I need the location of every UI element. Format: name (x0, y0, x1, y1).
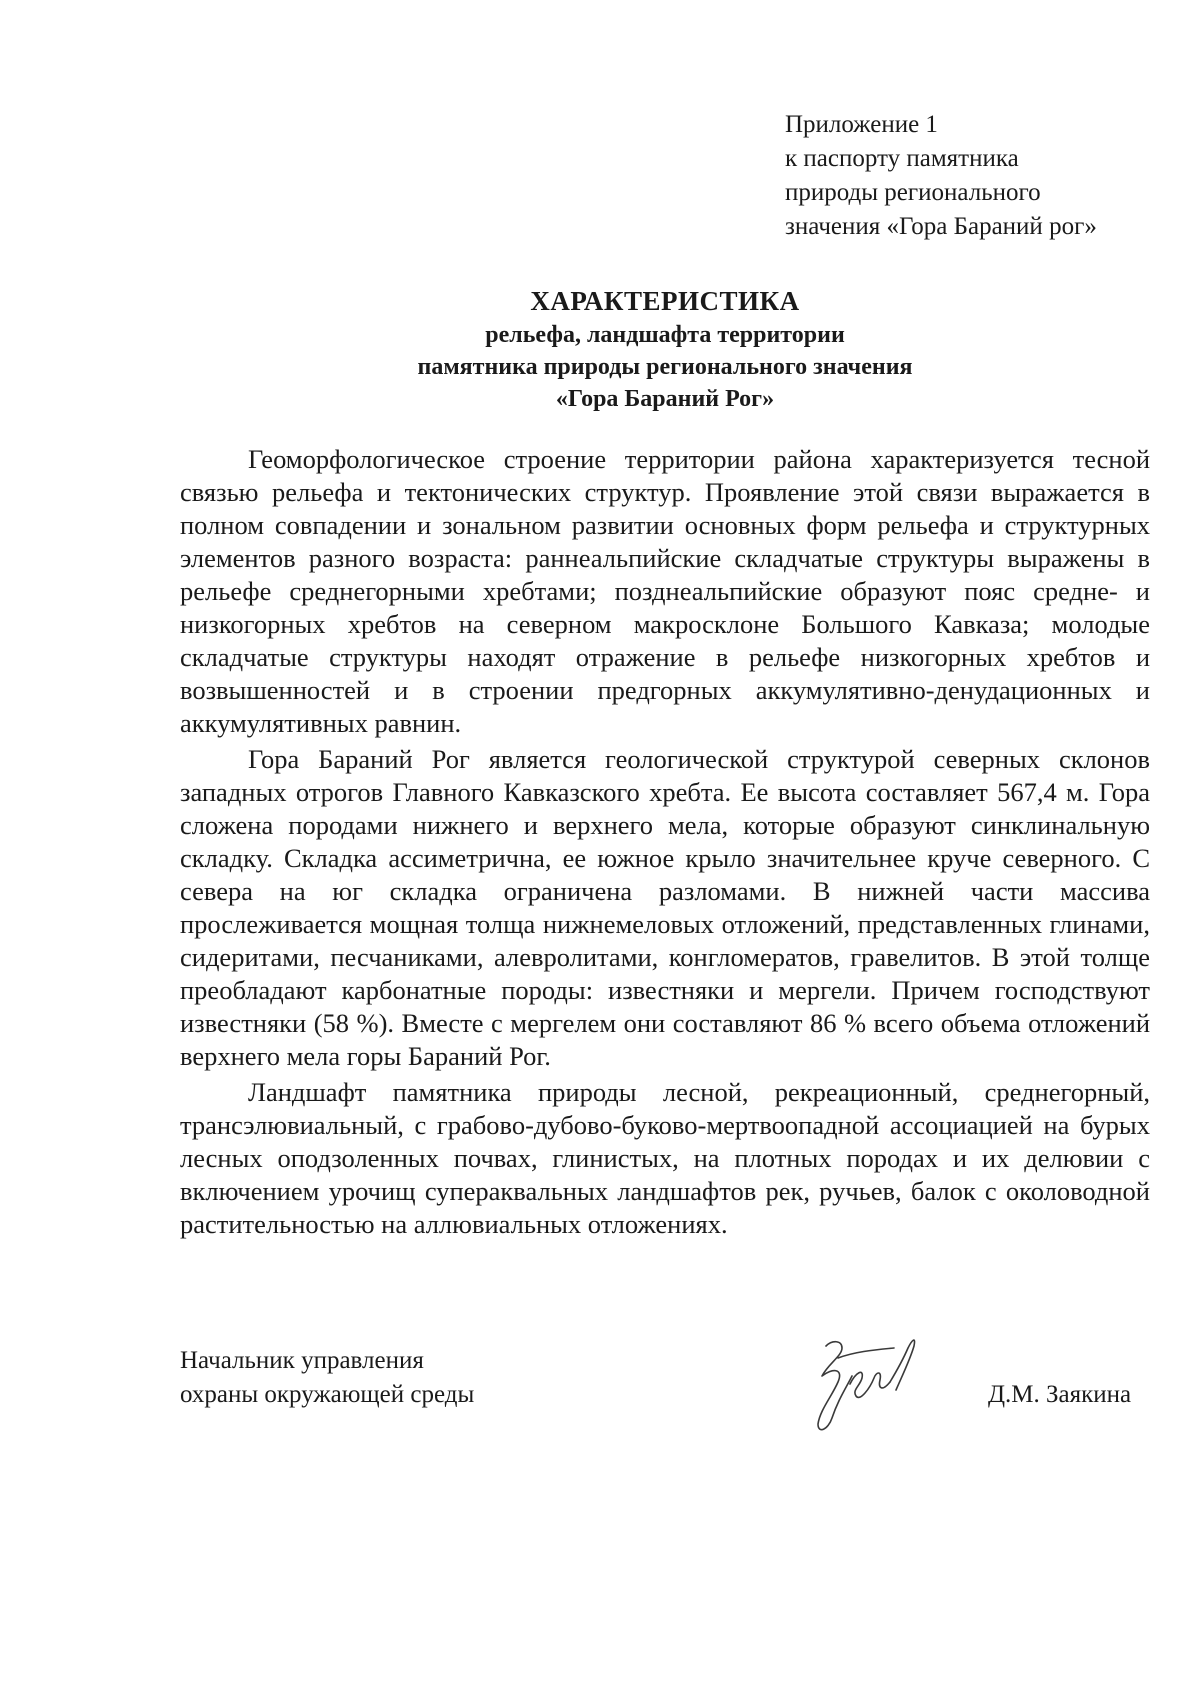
title-sub-1: рельефа, ландшафта территории (485, 322, 845, 348)
signer-position-line-1: Начальник управления (180, 1347, 424, 1374)
appendix-line-4: значения «Гора Бараний рог» (785, 213, 1097, 240)
paragraph-landscape: Ландшафт памятника природы лесной, рекреационный, среднегорный, трансэлювиальный, с грабово-дубово-буково-мертвоопадной ассоциацией на бурых лесных оподзоленных почвах, глинистых, на плотных породах и их делювии с включением урочищ супераквальных ландшафтов рек, ручьев, балок с околоводной растительностью на аллювиальных отложениях. (180, 1077, 1150, 1239)
appendix-line-2: к паспорту памятника (785, 145, 1019, 172)
signer-name: Д.М. Заякина (988, 1381, 1132, 1408)
title-sub-2: памятника природы регионального значения (417, 354, 913, 380)
handwritten-signature (798, 1318, 928, 1448)
document-body (180, 443, 1150, 1241)
title-sub-3: «Гора Бараний Рог» (555, 386, 775, 412)
appendix-line-3: природы регионального (785, 179, 1041, 206)
signer-position-line-2: охраны окружающей среды (180, 1381, 475, 1408)
appendix-note (785, 108, 1165, 244)
signer-position (180, 1344, 474, 1412)
appendix-line-1: Приложение 1 (785, 111, 938, 138)
paragraph-geology: Гора Бараний Рог является геологической структурой северных склонов западных отрогов Главного Кавказского хребта. Ее высота составляет 567,4 м. Гора сложена породами нижнего и верхнего мела, которые образуют синклинальную складку. Складка ассиметрична, ее южное крыло значительнее круче северного. С севера на юг складка ограничена разломами. В нижней части массива прослеживается мощная толща нижнемеловых отложений, представленных глинами, сидеритами, песчаниками, алевролитами, конгломератов, гравелитов. В этой толще преобладают карбонатные породы: известняки и мергели. Причем господствуют известняки (58 %). Вместе с мергелем они составляют 86 % всего объема отложений верхнего мела горы Бараний Рог. (180, 744, 1150, 1071)
title-main: ХАРАКТЕРИСТИКА (530, 286, 800, 316)
document-title (180, 283, 1150, 415)
paragraph-geomorphology: Геоморфологическое строение территории района характеризуется тесной связью рельефа и тектонических структур. Проявление этой связи выражается в полном совпадении и зональном развитии основных форм рельефа и структурных элементов разного возраста: раннеальпийские складчатые структуры выражены в рельефе среднегорными хребтами; позднеальпийские образуют пояс средне- и низкогорных хребтов на северном макросклоне Большого Кавказа; молодые складчатые структуры находят отражение в рельефе низкогорных хребтов и возвышенностей и в строении предгорных аккумулятивно-денудационных и аккумулятивных равнин. (180, 444, 1150, 738)
